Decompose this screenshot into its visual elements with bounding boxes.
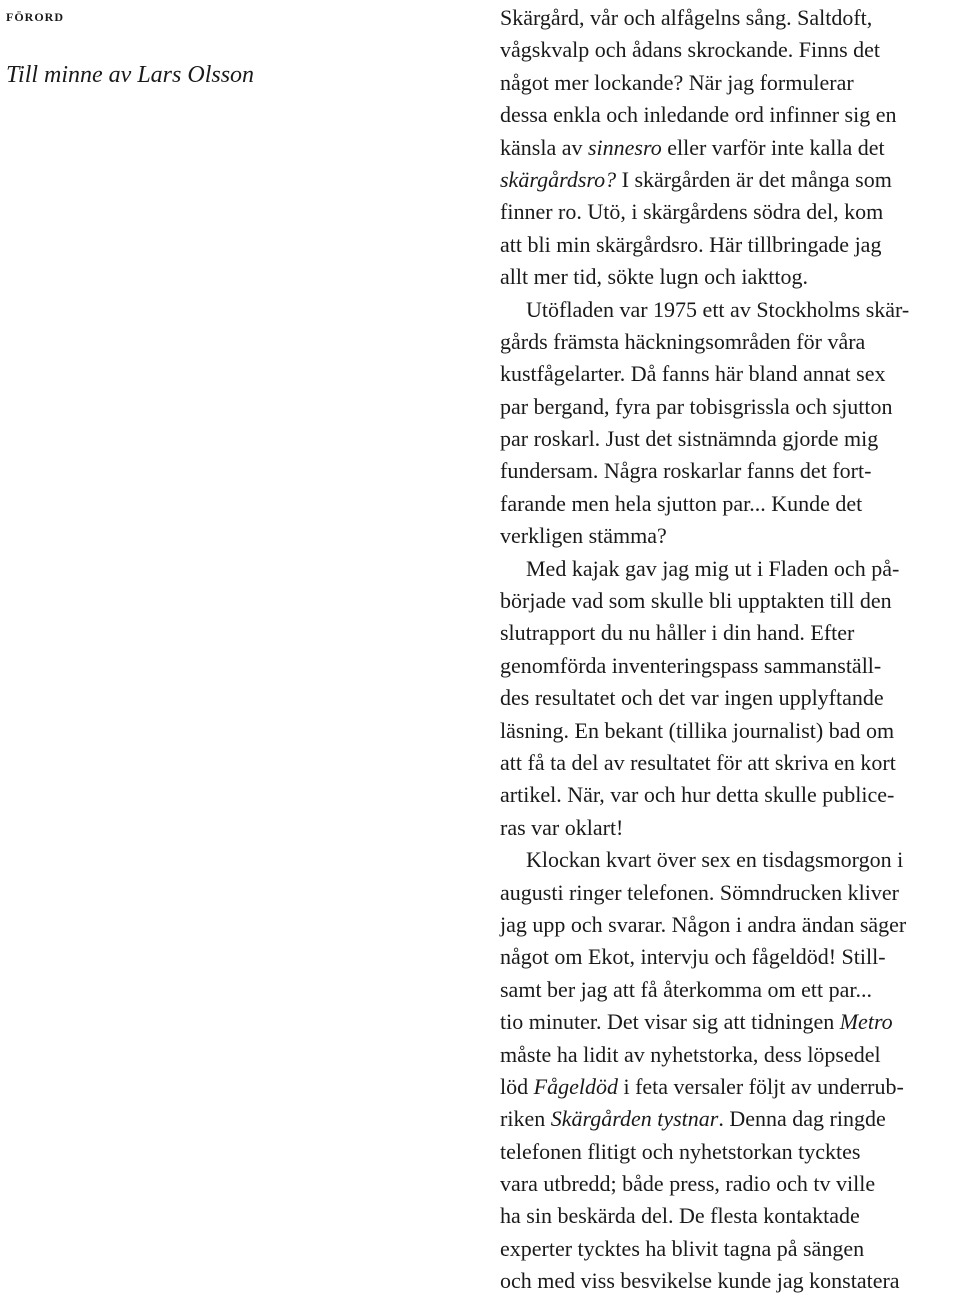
text-segment: i feta versaler följt av underrub- [617,1073,904,1099]
text-segment: . Denna dag ringde [718,1106,886,1132]
text-line [500,1006,958,1038]
text-line: verkligen stämma? [500,523,667,549]
text-line [500,164,958,196]
text-line: allt mer tid, sökte lugn och iakttog. [500,264,808,290]
text-line: läsning. En bekant (tillika journalist) bad om [500,717,895,743]
text-line: ha sin beskärda del. De flesta kontaktade [500,1203,860,1229]
text-line: något mer lockande? När jag formulerar [500,69,854,95]
text-line [500,1071,958,1103]
text-line: des resultatet och det var ingen upplyftande [500,685,884,711]
text-line: artikel. När, var och hur detta skulle publice- [500,782,895,808]
text-line: gårds främsta häckningsområden för våra [500,328,866,354]
body-text [500,2,958,1298]
text-segment: känsla av [500,134,588,160]
text-line: Skärgård, vår och alfågelns sång. Saltdoft, [500,5,873,30]
text-line: augusti ringer telefonen. Sömndrucken kliver [500,879,899,905]
paragraph-first-line: Utöfladen var 1975 ett av Stockholms skär- [526,296,910,322]
italic-segment: Metro [839,1009,893,1035]
text-line: måste ha lidit av nyhetstorka, dess löpsedel [500,1041,881,1067]
italic-segment: sinnesro [587,134,662,160]
text-line: telefonen flitigt och nyhetstorkan tycktes [500,1138,861,1164]
text-segment: I skärgården är det många som [616,166,892,192]
text-line: farande men hela sjutton par... Kunde det [500,490,863,516]
text-line: något om Ekot, intervju och fågeldöd! Still- [500,944,886,970]
text-line: dessa enkla och inledande ord infinner sig en [500,102,897,128]
text-line: ras var oklart! [500,814,624,840]
text-line [500,1103,958,1135]
text-line: slutrapport du nu håller i din hand. Efter [500,620,855,646]
text-line: och med viss besvikelse kunde jag konstatera [500,1268,900,1294]
text-line: samt ber jag att få återkomma om ett par... [500,976,873,1002]
text-segment: löd [500,1073,534,1099]
paragraph-first-line: Med kajak gav jag mig ut i Fladen och på- [526,555,900,581]
text-line: vågskvalp och ådans skrockande. Finns det [500,37,881,63]
dedication: Till minne av Lars Olsson [6,62,255,88]
italic-segment: Fågeldöd [533,1073,618,1099]
text-line: finner ro. Utö, i skärgårdens södra del, kom [500,199,884,225]
text-line: genomförda inventeringspass sammanställ- [500,652,882,678]
text-line: att få ta del av resultatet för att skriva en kort [500,749,896,775]
text-line: att bli min skärgårdsro. Här tillbringade jag [500,231,882,257]
text-line: par bergand, fyra par tobisgrissla och sjutton [500,393,893,419]
section-heading: förord [6,6,64,25]
text-segment: eller varför inte kalla det [661,134,885,160]
text-line: par roskarl. Just det sistnämnda gjorde mig [500,426,879,452]
text-line: kustfågelarter. Då fanns här bland annat sex [500,361,886,387]
text-line: experter tycktes ha blivit tagna på sängen [500,1235,865,1261]
text-line [500,132,958,164]
paragraph-first-line: Klockan kvart över sex en tisdagsmorgon i [526,847,904,873]
text-line: började vad som skulle bli upptakten till den [500,588,892,614]
italic-segment: Skärgården tystnar [550,1106,719,1132]
text-line: fundersam. Några roskarlar fanns det fort- [500,458,872,484]
text-segment: riken [500,1106,551,1132]
text-segment: tio minuter. Det visar sig att tidningen [500,1009,840,1035]
text-line: vara utbredd; både press, radio och tv ville [500,1171,876,1197]
text-line: jag upp och svarar. Någon i andra ändan säger [500,911,907,937]
italic-segment: skärgårdsro? [500,166,617,192]
